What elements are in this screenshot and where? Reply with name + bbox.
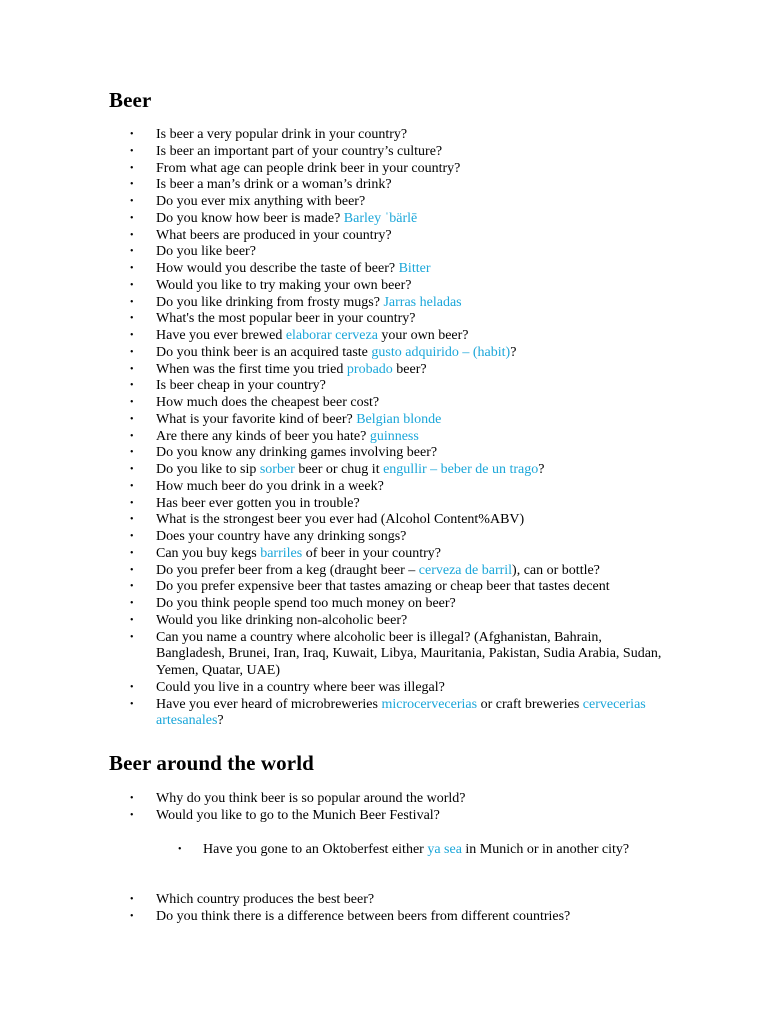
question-text: Can you buy kegs	[156, 545, 261, 561]
bullet-icon: •	[130, 313, 134, 325]
bullet-icon: •	[130, 793, 134, 804]
question-text: Would you like to go to the Munich Beer Festival?	[156, 807, 440, 823]
question-text-continued: ?	[538, 462, 545, 477]
question-text: Do you think beer is an acquired taste	[156, 344, 372, 360]
question-text: Does your country have any drinking songs?	[156, 529, 407, 544]
bullet-icon: •	[130, 894, 134, 905]
bullet-icon: •	[130, 346, 134, 358]
spanish-gloss: guinness	[369, 428, 419, 444]
question-text-continued: of beer in your country?	[302, 545, 441, 561]
bullet-icon: •	[130, 598, 134, 609]
question-item	[0, 613, 666, 630]
question-item	[0, 228, 666, 245]
question-item	[0, 395, 666, 412]
question-text: Are there any kinds of beer you hate?	[156, 428, 370, 444]
question-text: Do you think people spend too much money on beer?	[156, 596, 456, 611]
bullet-icon: •	[130, 196, 134, 207]
bullet-icon: •	[130, 229, 134, 241]
question-item	[0, 462, 666, 479]
question-item	[0, 579, 666, 596]
bullet-icon: •	[130, 363, 134, 375]
bullet-icon: •	[130, 631, 134, 643]
bullet-icon: •	[130, 162, 134, 174]
bullet-icon: •	[178, 844, 182, 855]
spanish-gloss: gusto adquirido – (habit)	[371, 344, 511, 360]
bullet-icon: •	[130, 380, 134, 392]
question-text: Is beer cheap in your country?	[156, 378, 326, 394]
bullet-icon: •	[130, 179, 134, 191]
bullet-icon: •	[130, 279, 134, 291]
question-text: Is beer a very popular drink in your country?	[156, 127, 408, 142]
question-text-continued: ?	[217, 713, 224, 729]
question-item	[0, 563, 666, 580]
bullet-icon: •	[130, 330, 134, 341]
question-item	[0, 512, 666, 529]
question-text: Do you ever mix anything with beer?	[156, 194, 366, 209]
question-item	[0, 630, 666, 680]
question-item	[0, 144, 666, 161]
question-text: Do you know how beer is made?	[156, 210, 344, 226]
question-text: Is beer an important part of your country’s culture?	[156, 143, 443, 159]
question-text-continued: beer?	[392, 361, 427, 377]
question-item	[0, 328, 666, 345]
question-text: Can you name a country where alcoholic beer is illegal? (Afghanistan, Bahrain, Bangladesh, Brunei, Iran, Iraq, Kuwait, Libya, Mauritania, Pakistan, Sudia Arabia, Sudan, Yemen, Quatar, UAE)	[156, 629, 662, 678]
question-text-continued: in Munich or in another city?	[461, 842, 630, 857]
bullet-icon: •	[130, 413, 134, 425]
question-text: Has beer ever gotten you in trouble?	[156, 495, 360, 511]
question-item	[0, 378, 666, 395]
question-item	[0, 211, 666, 228]
question-item	[0, 429, 666, 446]
question-text: Have you ever heard of microbreweries	[156, 696, 382, 712]
question-item	[0, 445, 666, 462]
question-item	[0, 261, 666, 278]
question-item	[0, 412, 666, 429]
bullet-icon: •	[130, 531, 134, 542]
question-item	[0, 496, 666, 513]
question-list-world-continued	[0, 892, 768, 926]
question-text: What's the most popular beer in your country?	[156, 311, 416, 327]
question-list-beer	[0, 127, 768, 730]
bullet-icon: •	[130, 698, 134, 710]
question-item	[0, 345, 666, 362]
question-item	[0, 244, 666, 261]
bullet-icon: •	[130, 614, 134, 626]
question-text: Would you like to try making your own beer?	[156, 277, 412, 293]
question-text: Do you like drinking from frosty mugs?	[156, 294, 384, 310]
question-text: Do you prefer expensive beer that tastes amazing or cheap beer that tastes decent	[156, 579, 610, 595]
question-text: Do you like beer?	[156, 244, 256, 260]
bullet-icon: •	[130, 430, 134, 442]
question-item	[0, 295, 666, 312]
question-text: Would you like drinking non-alcoholic beer?	[156, 612, 408, 628]
spanish-gloss: cerveza de barril	[418, 562, 513, 578]
question-text-continued: ), can or bottle?	[512, 562, 600, 578]
spanish-gloss: barriles	[260, 545, 303, 561]
spanish-gloss: sorber	[259, 462, 295, 477]
bullet-icon: •	[130, 145, 134, 157]
spanish-gloss: Jarras heladas	[383, 294, 462, 310]
bullet-icon: •	[130, 681, 134, 693]
question-text: What is the strongest beer you ever had (Alcohol Content%ABV)	[156, 512, 525, 528]
question-sublist-world	[0, 842, 768, 859]
question-text: Do you know any drinking games involving beer?	[156, 445, 438, 461]
spanish-gloss: cervecerias artesanales	[156, 696, 646, 729]
bullet-icon: •	[130, 564, 134, 576]
question-item	[0, 909, 666, 926]
question-item	[0, 892, 666, 909]
question-text-continued: your own beer?	[377, 328, 469, 343]
bullet-icon: •	[130, 910, 134, 922]
question-text: What beers are produced in your country?	[156, 227, 392, 243]
bullet-icon: •	[130, 480, 134, 492]
question-item	[0, 529, 666, 546]
question-item	[0, 127, 666, 144]
bullet-icon: •	[130, 263, 134, 274]
bullet-icon: •	[130, 514, 134, 526]
question-text: Do you prefer beer from a keg (draught beer –	[156, 562, 419, 578]
question-text: From what age can people drink beer in your country?	[156, 160, 461, 176]
spanish-gloss: probado	[346, 361, 393, 377]
question-text: Is beer a man’s drink or a woman’s drink?	[156, 177, 392, 193]
question-text: How would you describe the taste of beer?	[156, 261, 399, 276]
bullet-icon: •	[130, 397, 134, 408]
question-text: Do you think there is a difference between beers from different countries?	[156, 908, 571, 924]
question-item	[0, 680, 666, 697]
question-text-continued: beer or chug it	[294, 462, 384, 477]
question-item	[0, 596, 666, 613]
question-text: Do you like to sip	[156, 462, 260, 477]
bullet-icon: •	[130, 129, 134, 140]
question-text-continued: or craft breweries	[477, 696, 583, 712]
question-item	[0, 161, 666, 178]
question-item	[0, 278, 666, 295]
question-text: Have you ever brewed	[156, 328, 286, 343]
question-text: Why do you think beer is so popular around the world?	[156, 791, 466, 806]
bullet-icon: •	[130, 212, 134, 224]
bullet-icon: •	[130, 447, 134, 459]
question-item	[0, 194, 666, 211]
question-item	[0, 697, 666, 731]
spanish-gloss: Belgian blonde	[356, 411, 442, 427]
question-text-continued: ?	[510, 344, 517, 360]
spanish-gloss: Barley ˈbärlē	[343, 210, 418, 226]
question-item	[0, 808, 666, 825]
question-item	[0, 479, 666, 496]
question-item	[0, 791, 666, 808]
question-text: How much does the cheapest beer cost?	[156, 395, 380, 410]
spanish-gloss: elaborar cerveza	[285, 328, 378, 343]
section-heading-beer-around-the-world: Beer around the world	[109, 751, 314, 775]
question-item	[0, 546, 666, 563]
question-item	[0, 177, 666, 194]
question-list-world	[0, 791, 768, 825]
bullet-icon: •	[130, 497, 134, 509]
question-text: Which country produces the best beer?	[156, 892, 375, 907]
question-item	[0, 362, 666, 379]
bullet-icon: •	[130, 464, 134, 475]
bullet-icon: •	[130, 809, 134, 821]
question-item	[0, 311, 666, 328]
spanish-gloss: ya sea	[427, 842, 462, 857]
bullet-icon: •	[130, 246, 134, 258]
section-heading-beer: Beer	[109, 88, 152, 112]
question-text: How much beer do you drink in a week?	[156, 478, 384, 494]
spanish-gloss: engullir – beber de un trago	[383, 462, 539, 477]
question-text: What is your favorite kind of beer?	[156, 411, 357, 427]
question-item	[0, 842, 653, 859]
spanish-gloss: microcervecerias	[381, 696, 478, 712]
spanish-gloss: Bitter	[398, 261, 431, 276]
bullet-icon: •	[130, 581, 134, 593]
bullet-icon: •	[130, 296, 134, 308]
question-text: Have you gone to an Oktoberfest either	[203, 842, 428, 857]
bullet-icon: •	[130, 547, 134, 559]
question-text: When was the first time you tried	[156, 361, 347, 377]
question-text: Could you live in a country where beer was illegal?	[156, 679, 445, 695]
